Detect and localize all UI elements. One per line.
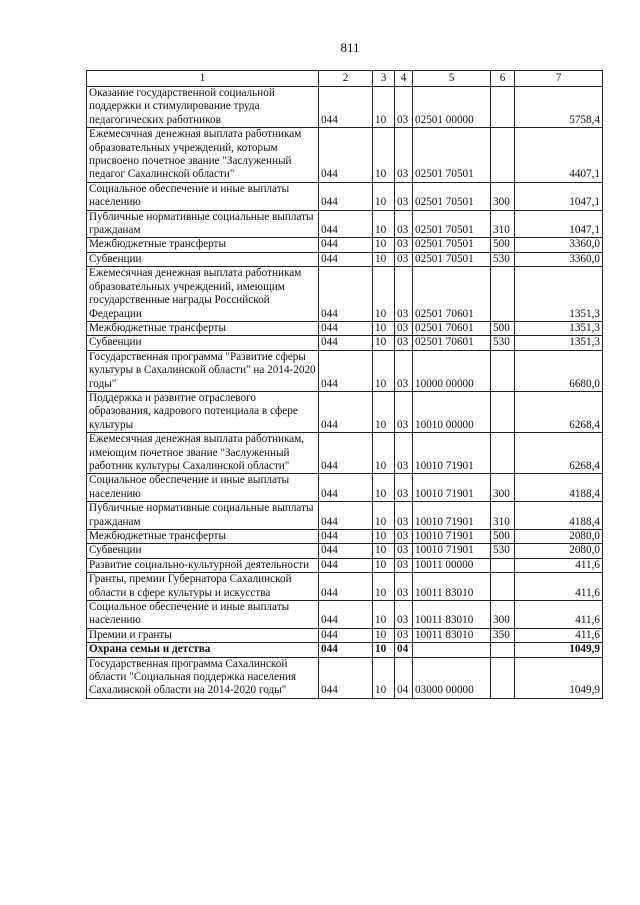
- section-code: 10: [373, 530, 395, 544]
- target-article-code: 10010 71901: [413, 433, 491, 474]
- expense-type-code: 500: [491, 238, 515, 252]
- item-name: Социальное обеспечение и иные выплаты населению: [87, 474, 319, 502]
- target-article-code: 02501 00000: [413, 87, 491, 128]
- target-article-code: 10011 00000: [413, 558, 491, 572]
- expense-type-code: [491, 657, 515, 698]
- subsection-code: 03: [395, 252, 413, 266]
- section-code: 10: [373, 128, 395, 183]
- grbs-code: 044: [319, 657, 373, 698]
- table-row: [87, 502, 603, 530]
- subsection-code: 03: [395, 530, 413, 544]
- grbs-code: 044: [319, 601, 373, 629]
- grbs-code: 044: [319, 573, 373, 601]
- header-cell: 1: [87, 71, 319, 87]
- amount: 411,6: [515, 601, 603, 629]
- item-name: Ежемесячная денежная выплата работникам образовательных учреждений, имеющим государственные награды Российской Федерации: [87, 267, 319, 322]
- expense-type-code: 530: [491, 336, 515, 350]
- section-code: 10: [373, 558, 395, 572]
- section-code: 10: [373, 643, 395, 657]
- subsection-code: 03: [395, 558, 413, 572]
- expense-type-code: [491, 558, 515, 572]
- grbs-code: 044: [319, 558, 373, 572]
- table-row: [87, 544, 603, 558]
- table-row: [87, 336, 603, 350]
- expense-type-code: 310: [491, 502, 515, 530]
- section-code: 10: [373, 267, 395, 322]
- table-row: [87, 252, 603, 266]
- table-row: [87, 558, 603, 572]
- target-article-code: 10010 71901: [413, 474, 491, 502]
- table-row: [87, 238, 603, 252]
- grbs-code: 044: [319, 643, 373, 657]
- item-name: Гранты, премии Губернатора Сахалинской области в сфере культуры и искусства: [87, 573, 319, 601]
- subsection-code: 03: [395, 573, 413, 601]
- subsection-code: 03: [395, 433, 413, 474]
- grbs-code: 044: [319, 628, 373, 642]
- section-code: 10: [373, 391, 395, 432]
- section-code: 10: [373, 182, 395, 210]
- target-article-code: 10010 00000: [413, 391, 491, 432]
- header-cell: 4: [395, 71, 413, 87]
- subsection-code: 03: [395, 182, 413, 210]
- grbs-code: 044: [319, 87, 373, 128]
- subsection-code: 03: [395, 628, 413, 642]
- section-code: 10: [373, 628, 395, 642]
- section-code: 10: [373, 657, 395, 698]
- grbs-code: 044: [319, 530, 373, 544]
- section-code: 10: [373, 573, 395, 601]
- target-article-code: 02501 70601: [413, 336, 491, 350]
- subsection-code: 04: [395, 643, 413, 657]
- table-row: [87, 628, 603, 642]
- subsection-code: 03: [395, 87, 413, 128]
- item-name: Ежемесячная денежная выплата работникам, имеющим почетное звание "Заслуженный работник культуры Сахалинской области": [87, 433, 319, 474]
- amount: 4188,4: [515, 474, 603, 502]
- target-article-code: 10010 71901: [413, 544, 491, 558]
- table-row: [87, 601, 603, 629]
- section-code: 10: [373, 544, 395, 558]
- subsection-code: 04: [395, 657, 413, 698]
- expense-type-code: 500: [491, 530, 515, 544]
- subsection-code: 03: [395, 238, 413, 252]
- amount: 3360,0: [515, 252, 603, 266]
- item-name: Субвенции: [87, 336, 319, 350]
- amount: 411,6: [515, 558, 603, 572]
- target-article-code: 02501 70501: [413, 210, 491, 238]
- target-article-code: 10011 83010: [413, 628, 491, 642]
- table-row: [87, 433, 603, 474]
- target-article-code: 03000 00000: [413, 657, 491, 698]
- expense-type-code: [491, 433, 515, 474]
- amount: 411,6: [515, 628, 603, 642]
- amount: 6680,0: [515, 350, 603, 391]
- expense-type-code: [491, 267, 515, 322]
- amount: 4407,1: [515, 128, 603, 183]
- item-name: Межбюджетные трансферты: [87, 321, 319, 335]
- expense-type-code: [491, 391, 515, 432]
- item-name: Государственная программа Сахалинской области "Социальная поддержка населения Сахалинской области на 2014-2020 годы": [87, 657, 319, 698]
- table-row: [87, 530, 603, 544]
- grbs-code: 044: [319, 502, 373, 530]
- table-row: [87, 657, 603, 698]
- item-name: Публичные нормативные социальные выплаты гражданам: [87, 210, 319, 238]
- section-code: 10: [373, 238, 395, 252]
- item-name: Межбюджетные трансферты: [87, 238, 319, 252]
- item-name: Развитие социально-культурной деятельности: [87, 558, 319, 572]
- section-code: 10: [373, 336, 395, 350]
- subsection-code: 03: [395, 210, 413, 238]
- expense-type-code: 500: [491, 321, 515, 335]
- amount: 4188,4: [515, 502, 603, 530]
- grbs-code: 044: [319, 128, 373, 183]
- table-row: [87, 474, 603, 502]
- amount: 3360,0: [515, 238, 603, 252]
- table-row: [87, 128, 603, 183]
- item-name: Субвенции: [87, 252, 319, 266]
- table-body: [87, 87, 603, 699]
- grbs-code: 044: [319, 182, 373, 210]
- expense-type-code: 530: [491, 544, 515, 558]
- grbs-code: 044: [319, 252, 373, 266]
- section-code: 10: [373, 87, 395, 128]
- amount: 1049,9: [515, 657, 603, 698]
- amount: 1351,3: [515, 321, 603, 335]
- target-article-code: 02501 70601: [413, 267, 491, 322]
- item-name: Охрана семьи и детства: [87, 643, 319, 657]
- expense-type-code: 350: [491, 628, 515, 642]
- subsection-code: 03: [395, 321, 413, 335]
- expense-type-code: [491, 573, 515, 601]
- target-article-code: 10011 83010: [413, 601, 491, 629]
- subsection-code: 03: [395, 267, 413, 322]
- amount: 1351,3: [515, 267, 603, 322]
- subsection-code: 03: [395, 544, 413, 558]
- table-row: [87, 267, 603, 322]
- item-name: Субвенции: [87, 544, 319, 558]
- table-row: [87, 210, 603, 238]
- section-code: 10: [373, 474, 395, 502]
- expense-type-code: 300: [491, 474, 515, 502]
- grbs-code: 044: [319, 321, 373, 335]
- expense-type-code: 310: [491, 210, 515, 238]
- target-article-code: 10010 71901: [413, 530, 491, 544]
- grbs-code: 044: [319, 267, 373, 322]
- section-code: 10: [373, 350, 395, 391]
- amount: 411,6: [515, 573, 603, 601]
- grbs-code: 044: [319, 350, 373, 391]
- item-name: Государственная программа "Развитие сферы культуры в Сахалинской области" на 2014-2020 годы": [87, 350, 319, 391]
- expense-type-code: [491, 643, 515, 657]
- table-row: [87, 643, 603, 657]
- budget-table: [86, 70, 603, 699]
- amount: 1049,9: [515, 643, 603, 657]
- section-code: 10: [373, 433, 395, 474]
- grbs-code: 044: [319, 433, 373, 474]
- subsection-code: 03: [395, 128, 413, 183]
- grbs-code: 044: [319, 544, 373, 558]
- target-article-code: 10010 71901: [413, 502, 491, 530]
- table-row: [87, 391, 603, 432]
- target-article-code: 10011 83010: [413, 573, 491, 601]
- target-article-code: 10000 00000: [413, 350, 491, 391]
- header-cell: 2: [319, 71, 373, 87]
- expense-type-code: 300: [491, 182, 515, 210]
- amount: 1047,1: [515, 210, 603, 238]
- subsection-code: 03: [395, 474, 413, 502]
- target-article-code: 02501 70501: [413, 252, 491, 266]
- section-code: 10: [373, 210, 395, 238]
- page-number: 811: [340, 40, 360, 55]
- target-article-code: [413, 643, 491, 657]
- amount: 6268,4: [515, 433, 603, 474]
- amount: 1351,3: [515, 336, 603, 350]
- item-name: Оказание государственной социальной поддержки и стимулирование труда педагогических работников: [87, 87, 319, 128]
- target-article-code: 02501 70501: [413, 238, 491, 252]
- amount: 1047,1: [515, 182, 603, 210]
- header-row: [87, 71, 603, 87]
- table-row: [87, 182, 603, 210]
- grbs-code: 044: [319, 336, 373, 350]
- table-row: [87, 573, 603, 601]
- grbs-code: 044: [319, 238, 373, 252]
- grbs-code: 044: [319, 391, 373, 432]
- item-name: Публичные нормативные социальные выплаты гражданам: [87, 502, 319, 530]
- target-article-code: 02501 70501: [413, 182, 491, 210]
- amount: 6268,4: [515, 391, 603, 432]
- header-cell: 6: [491, 71, 515, 87]
- grbs-code: 044: [319, 474, 373, 502]
- header-cell: 5: [413, 71, 491, 87]
- expense-type-code: [491, 128, 515, 183]
- item-name: Межбюджетные трансферты: [87, 530, 319, 544]
- section-code: 10: [373, 252, 395, 266]
- table-row: [87, 350, 603, 391]
- item-name: Социальное обеспечение и иные выплаты населению: [87, 182, 319, 210]
- expense-type-code: 530: [491, 252, 515, 266]
- section-code: 10: [373, 502, 395, 530]
- amount: 2080,0: [515, 544, 603, 558]
- expense-type-code: [491, 350, 515, 391]
- section-code: 10: [373, 321, 395, 335]
- header-cell: 3: [373, 71, 395, 87]
- amount: 5758,4: [515, 87, 603, 128]
- subsection-code: 03: [395, 350, 413, 391]
- target-article-code: 02501 70501: [413, 128, 491, 183]
- table-row: [87, 321, 603, 335]
- target-article-code: 02501 70601: [413, 321, 491, 335]
- expense-type-code: [491, 87, 515, 128]
- item-name: Поддержка и развитие отраслевого образования, кадрового потенциала в сфере культуры: [87, 391, 319, 432]
- item-name: Ежемесячная денежная выплата работникам образовательных учреждений, которым присвоено почетное звание "Заслуженный педагог Сахалинской области": [87, 128, 319, 183]
- header-cell: 7: [515, 71, 603, 87]
- subsection-code: 03: [395, 502, 413, 530]
- subsection-code: 03: [395, 336, 413, 350]
- section-code: 10: [373, 601, 395, 629]
- amount: 2080,0: [515, 530, 603, 544]
- subsection-code: 03: [395, 391, 413, 432]
- grbs-code: 044: [319, 210, 373, 238]
- expense-type-code: 300: [491, 601, 515, 629]
- item-name: Премии и гранты: [87, 628, 319, 642]
- subsection-code: 03: [395, 601, 413, 629]
- item-name: Социальное обеспечение и иные выплаты населению: [87, 601, 319, 629]
- table-row: [87, 87, 603, 128]
